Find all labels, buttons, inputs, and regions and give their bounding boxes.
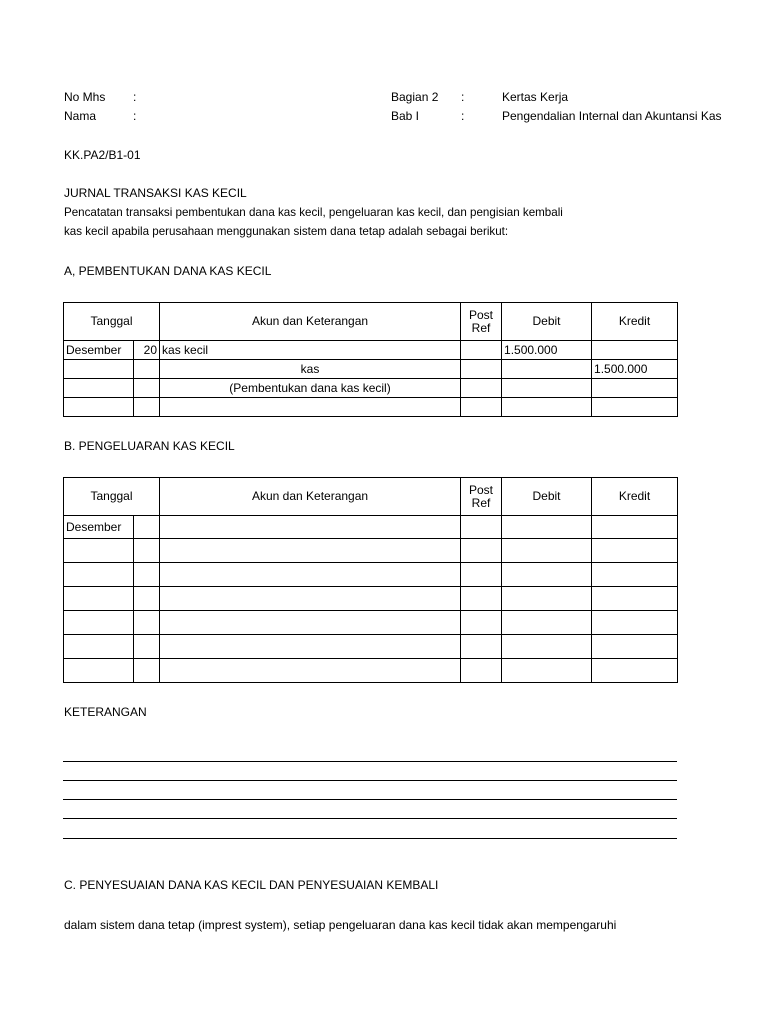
cell-kredit — [592, 635, 678, 659]
keterangan-line — [63, 799, 677, 800]
cell-debit — [502, 379, 592, 398]
bagian-value: Kertas Kerja — [502, 90, 569, 104]
cell-debit — [502, 635, 592, 659]
intro-line-1: Pencatatan transaksi pembentukan dana kas kecil, pengeluaran kas kecil, dan pengisian kembali — [64, 206, 563, 219]
cell-akun: kas — [160, 360, 461, 379]
table-row — [64, 360, 678, 379]
col-header-akun: Akun dan Keterangan — [160, 478, 461, 516]
bagian-colon: : — [461, 90, 465, 104]
cell-ref — [461, 539, 502, 563]
col-header-kredit: Kredit — [592, 478, 678, 516]
cell-debit — [502, 611, 592, 635]
table-row — [64, 635, 678, 659]
cell-kredit — [592, 611, 678, 635]
table-row — [64, 398, 678, 417]
bab-value: Pengendalian Internal dan Akuntansi Kas — [502, 109, 722, 123]
table-row — [64, 379, 678, 398]
cell-akun — [160, 516, 461, 539]
cell-ref — [461, 611, 502, 635]
cell-month — [64, 587, 134, 611]
col-header-tanggal: Tanggal — [64, 303, 160, 341]
cell-akun — [160, 539, 461, 563]
cell-kredit: 1.500.000 — [592, 360, 678, 379]
cell-debit — [502, 539, 592, 563]
cell-kredit — [592, 563, 678, 587]
cell-kredit — [592, 398, 678, 417]
no-mhs-colon: : — [133, 90, 137, 104]
bab-label: Bab I — [391, 109, 420, 123]
cell-akun — [160, 611, 461, 635]
cell-month — [64, 360, 134, 379]
cell-akun: (Pembentukan dana kas kecil) — [160, 379, 461, 398]
table-row — [64, 587, 678, 611]
cell-debit — [502, 563, 592, 587]
cell-ref — [461, 341, 502, 360]
cell-day — [134, 563, 160, 587]
cell-kredit — [592, 379, 678, 398]
cell-ref — [461, 360, 502, 379]
cell-ref — [461, 635, 502, 659]
keterangan-title: KETERANGAN — [64, 705, 147, 719]
table-b — [63, 477, 678, 683]
cell-month — [64, 379, 134, 398]
cell-month — [64, 539, 134, 563]
table-row — [64, 539, 678, 563]
cell-day — [134, 360, 160, 379]
no-mhs-label: No Mhs — [64, 90, 106, 104]
cell-akun — [160, 659, 461, 683]
cell-kredit — [592, 659, 678, 683]
cell-ref — [461, 379, 502, 398]
cell-debit — [502, 587, 592, 611]
intro-title: JURNAL TRANSAKSI KAS KECIL — [64, 186, 247, 200]
cell-ref — [461, 587, 502, 611]
table-row — [64, 563, 678, 587]
cell-kredit — [592, 516, 678, 539]
cell-ref — [461, 563, 502, 587]
col-header-kredit: Kredit — [592, 303, 678, 341]
table-a — [63, 302, 678, 417]
cell-day: 20 — [134, 341, 160, 360]
cell-ref — [461, 516, 502, 539]
table-row — [64, 516, 678, 539]
cell-akun — [160, 587, 461, 611]
section-b-title: B. PENGELUARAN KAS KECIL — [64, 439, 235, 453]
cell-month — [64, 398, 134, 417]
table-row — [64, 659, 678, 683]
cell-akun — [160, 635, 461, 659]
cell-akun: kas kecil — [160, 341, 461, 360]
nama-label: Nama — [64, 109, 97, 123]
cell-debit — [502, 659, 592, 683]
bagian-label: Bagian 2 — [391, 90, 439, 104]
cell-month — [64, 563, 134, 587]
section-c-title: C. PENYESUAIAN DANA KAS KECIL DAN PENYESUAIAN KEMBALI — [64, 878, 439, 892]
cell-kredit — [592, 341, 678, 360]
cell-day — [134, 587, 160, 611]
col-header-debit: Debit — [502, 478, 592, 516]
cell-month — [64, 659, 134, 683]
keterangan-line — [63, 780, 677, 781]
cell-day — [134, 659, 160, 683]
col-header-akun: Akun dan Keterangan — [160, 303, 461, 341]
keterangan-line — [63, 838, 677, 839]
table-b-header-row — [64, 478, 678, 516]
cell-day — [134, 635, 160, 659]
cell-day — [134, 611, 160, 635]
cell-ref — [461, 659, 502, 683]
cell-day — [134, 398, 160, 417]
cell-day — [134, 516, 160, 539]
cell-debit — [502, 398, 592, 417]
keterangan-line — [63, 818, 677, 819]
table-a-header-row — [64, 303, 678, 341]
cell-ref — [461, 398, 502, 417]
cell-debit: 1.500.000 — [502, 341, 592, 360]
cell-day — [134, 539, 160, 563]
bab-colon: : — [461, 109, 465, 123]
col-header-post-ref: Post Ref — [461, 303, 502, 341]
cell-month — [64, 635, 134, 659]
section-c-text: dalam sistem dana tetap (imprest system), setiap pengeluaran dana kas kecil tidak akan mempengaruhi — [64, 918, 617, 932]
col-header-debit: Debit — [502, 303, 592, 341]
nama-colon: : — [133, 109, 137, 123]
table-row — [64, 611, 678, 635]
col-header-post-ref: Post Ref — [461, 478, 502, 516]
cell-kredit — [592, 587, 678, 611]
cell-debit — [502, 516, 592, 539]
document-code: KK.PA2/B1-01 — [64, 148, 141, 162]
cell-month: Desember — [64, 516, 134, 539]
section-a-title: A, PEMBENTUKAN DANA KAS KECIL — [64, 264, 272, 278]
cell-month — [64, 611, 134, 635]
cell-akun — [160, 398, 461, 417]
cell-debit — [502, 360, 592, 379]
table-row — [64, 341, 678, 360]
cell-akun — [160, 563, 461, 587]
cell-day — [134, 379, 160, 398]
col-header-tanggal: Tanggal — [64, 478, 160, 516]
cell-month: Desember — [64, 341, 134, 360]
intro-line-2: kas kecil apabila perusahaan menggunakan sistem dana tetap adalah sebagai berikut: — [64, 225, 509, 238]
keterangan-line — [63, 761, 677, 762]
cell-kredit — [592, 539, 678, 563]
